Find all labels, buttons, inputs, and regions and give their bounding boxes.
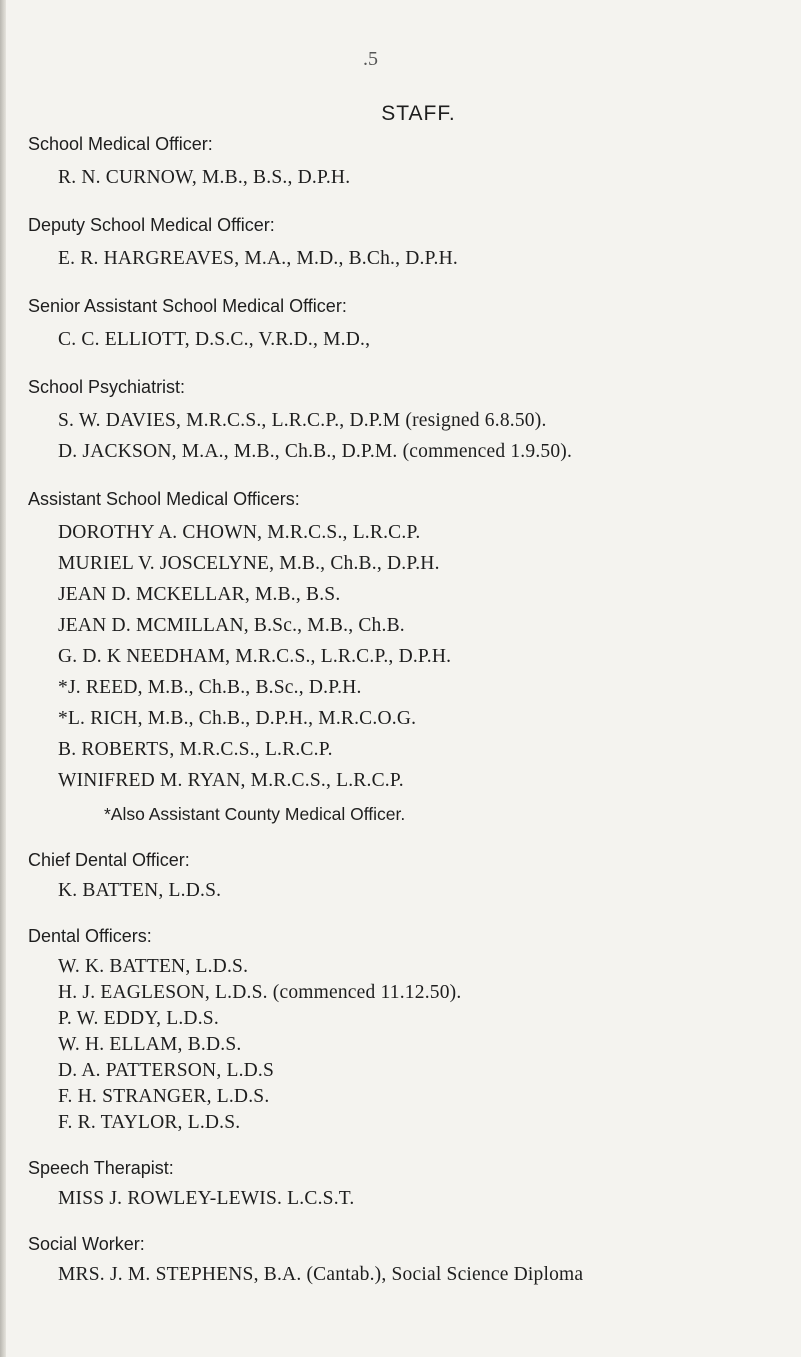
staff-entry: G. D. K NEEDHAM, M.R.C.S., L.R.C.P., D.P.H. — [58, 646, 452, 667]
section-deputy-school-medical-officer — [28, 207, 793, 274]
staff-entry: DOROTHY A. CHOWN, M.R.C.S., L.R.C.P. — [58, 522, 421, 543]
section-school-psychiatrist — [28, 369, 793, 467]
staff-entry: *L. RICH, M.B., Ch.B., D.P.H., M.R.C.O.G. — [58, 708, 417, 729]
staff-entry: F. R. TAYLOR, L.D.S. — [58, 1112, 241, 1133]
staff-entry: MRS. J. M. STEPHENS, B.A. (Cantab.), Social Science Diploma — [58, 1264, 584, 1285]
staff-entry: JEAN D. MCKELLAR, M.B., B.S. — [58, 584, 341, 605]
staff-entry: H. J. EAGLESON, L.D.S. (commenced 11.12.50). — [58, 982, 462, 1003]
section-heading: Senior Assistant School Medical Officer: — [28, 296, 347, 316]
section-heading: Chief Dental Officer: — [28, 850, 190, 870]
section-heading: Speech Therapist: — [28, 1158, 174, 1178]
staff-entry: E. R. HARGREAVES, M.A., M.D., B.Ch., D.P.H. — [58, 248, 458, 269]
staff-entry: WINIFRED M. RYAN, M.R.C.S., L.R.C.P. — [58, 770, 404, 791]
section-heading: School Psychiatrist: — [28, 377, 186, 397]
section-heading: Deputy School Medical Officer: — [28, 215, 275, 235]
staff-entry: C. C. ELLIOTT, D.S.C., V.R.D., M.D., — [58, 329, 371, 350]
staff-entry: MURIEL V. JOSCELYNE, M.B., Ch.B., D.P.H. — [58, 553, 440, 574]
staff-entry: MISS J. ROWLEY-LEWIS. L.C.S.T. — [58, 1188, 355, 1209]
staff-entry: S. W. DAVIES, M.R.C.S., L.R.C.P., D.P.M (resigned 6.8.50). — [58, 410, 547, 431]
section-assistant-school-medical-officers — [28, 481, 793, 832]
section-school-medical-officer — [28, 126, 793, 193]
staff-entry: W. K. BATTEN, L.D.S. — [58, 956, 249, 977]
staff-entry: K. BATTEN, L.D.S. — [58, 880, 222, 901]
page-number: .5 — [363, 48, 378, 70]
staff-entry: R. N. CURNOW, M.B., B.S., D.P.H. — [58, 167, 351, 188]
section-dental-officers — [28, 918, 793, 1136]
page-edge-shadow — [0, 0, 6, 1357]
staff-entry: F. H. STRANGER, L.D.S. — [58, 1086, 270, 1107]
footnote: *Also Assistant County Medical Officer. — [104, 804, 406, 824]
section-speech-therapist — [28, 1150, 793, 1212]
staff-entry: B. ROBERTS, M.R.C.S., L.R.C.P. — [58, 739, 333, 760]
section-heading: Assistant School Medical Officers: — [28, 489, 300, 509]
staff-entry: D. A. PATTERSON, L.D.S — [58, 1060, 275, 1081]
staff-entry: W. H. ELLAM, B.D.S. — [58, 1034, 242, 1055]
section-heading: Social Worker: — [28, 1234, 145, 1254]
staff-entry: D. JACKSON, M.A., M.B., Ch.B., D.P.M. (commenced 1.9.50). — [58, 441, 573, 462]
section-heading: School Medical Officer: — [28, 134, 213, 154]
section-heading: Dental Officers: — [28, 926, 152, 946]
page-title: STAFF. — [381, 102, 456, 125]
staff-entry: *J. REED, M.B., Ch.B., B.Sc., D.P.H. — [58, 677, 362, 698]
staff-entry: JEAN D. MCMILLAN, B.Sc., M.B., Ch.B. — [58, 615, 405, 636]
staff-entry: P. W. EDDY, L.D.S. — [58, 1008, 219, 1029]
staff-list — [28, 126, 793, 1288]
section-senior-assistant-officer — [28, 288, 793, 355]
section-social-worker — [28, 1226, 793, 1288]
section-chief-dental-officer — [28, 842, 793, 904]
